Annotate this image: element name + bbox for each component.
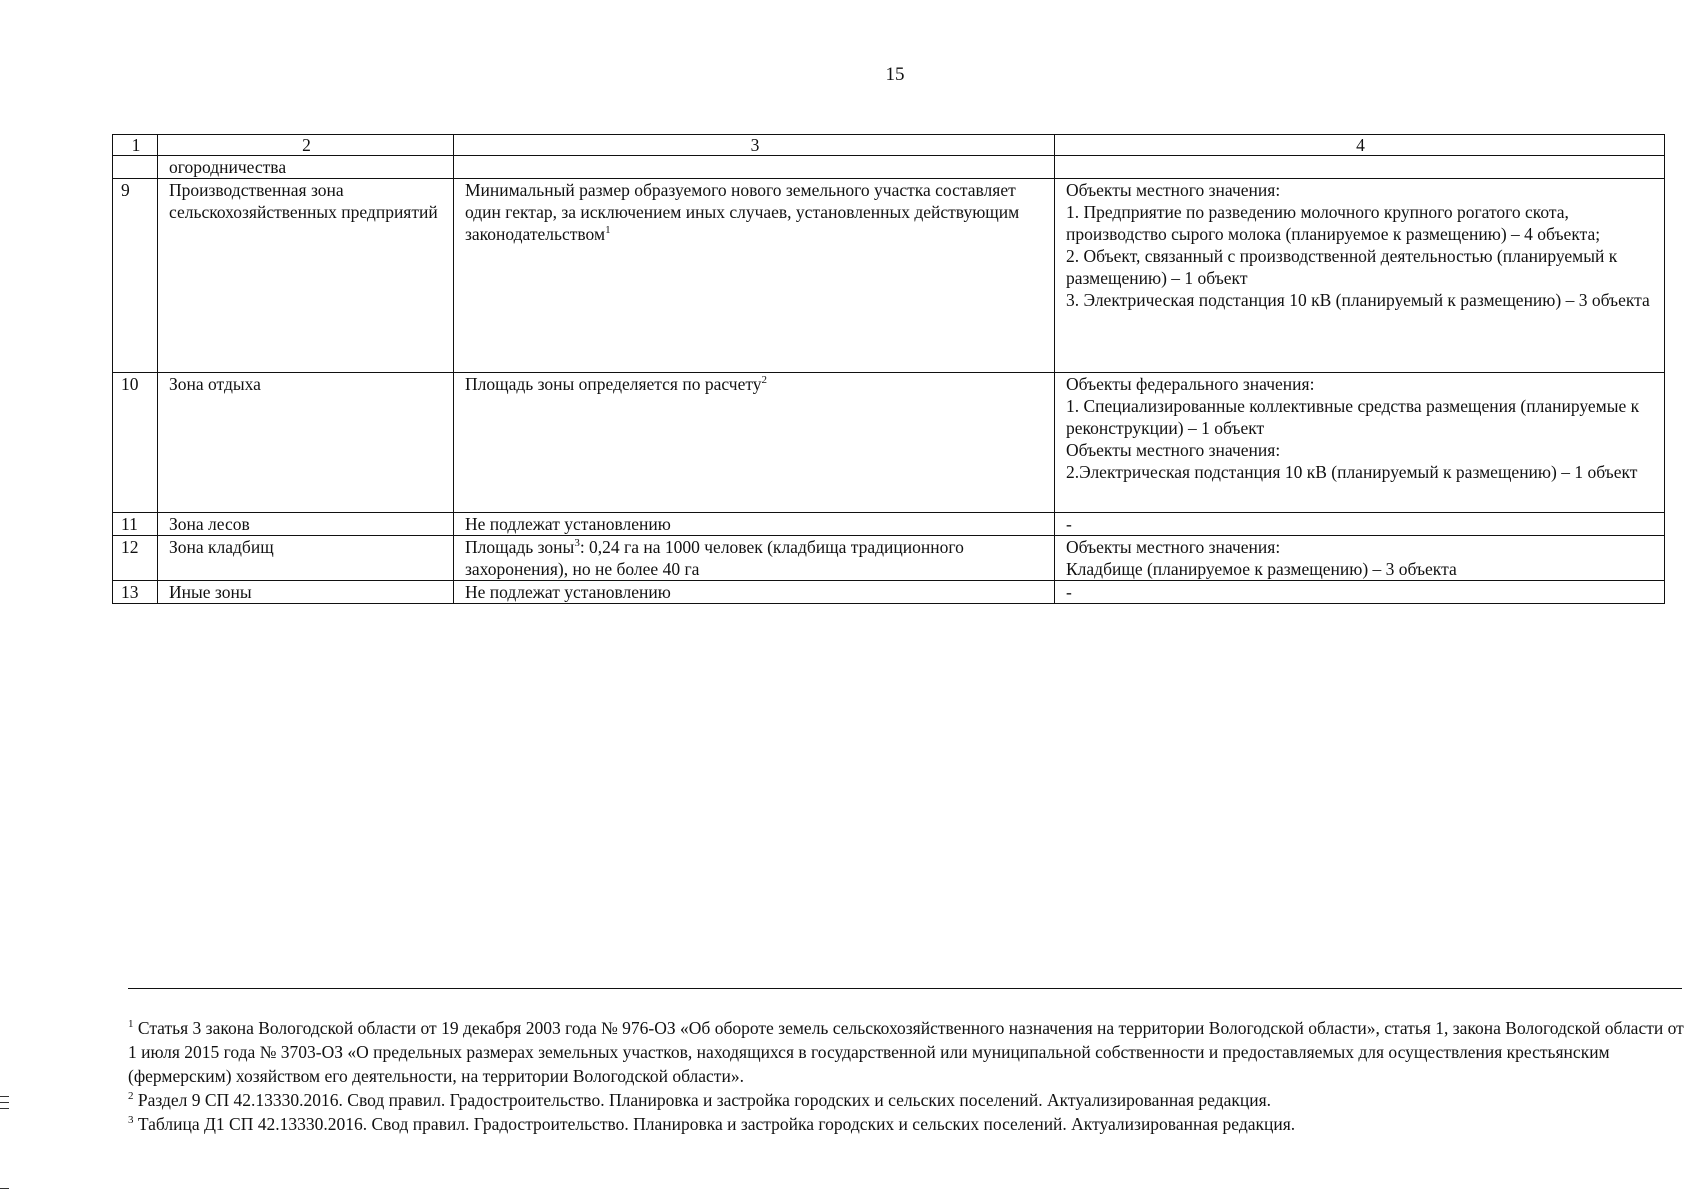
objects-line: 1. Специализированные коллективные средства размещения (планируемые к реконструкции) – 1 объект bbox=[1066, 396, 1640, 438]
footnotes bbox=[128, 1016, 1688, 1136]
parameters-lead: Площадь зоны bbox=[465, 537, 575, 557]
objects-line: 1. Предприятие по разведению молочного крупного рогатого скота, производство сырого молока (планируемое к размещению) – 4 объекта; bbox=[1066, 202, 1601, 244]
header-col-1: 1 bbox=[113, 135, 158, 156]
zone-parameters bbox=[454, 536, 1055, 581]
footnote-3 bbox=[128, 1112, 1688, 1136]
zone-name: Зона лесов bbox=[158, 513, 454, 536]
zone-parameters bbox=[454, 179, 1055, 373]
scan-margin-mark bbox=[0, 1096, 9, 1097]
footnote-ref: 3 bbox=[574, 537, 580, 550]
objects-line: Кладбище (планируемое к размещению) – 3 объекта bbox=[1066, 559, 1457, 579]
objects-line: 2. Объект, связанный с производственной деятельностью (планируемый к размещению) – 1 объект bbox=[1066, 246, 1618, 288]
scan-margin-mark bbox=[0, 1102, 9, 1103]
row-number: 13 bbox=[113, 581, 158, 604]
table-header-row bbox=[113, 135, 1665, 156]
zone-objects bbox=[1055, 156, 1665, 179]
objects-line: - bbox=[1066, 514, 1072, 534]
footnote-mark: 1 bbox=[128, 1018, 134, 1031]
zone-objects bbox=[1055, 373, 1665, 513]
zone-name: Зона кладбищ bbox=[158, 536, 454, 581]
parameters-text: Минимальный размер образуемого нового земельного участка составляет один гектар, за исключением иных случаев, установленных действующим законодательством bbox=[465, 180, 1020, 244]
zone-parameters: Не подлежат установлению bbox=[454, 513, 1055, 536]
footnote-ref: 1 bbox=[605, 224, 611, 237]
footnote-1 bbox=[128, 1016, 1688, 1088]
header-col-3: 3 bbox=[454, 135, 1055, 156]
zone-parameters: Не подлежат установлению bbox=[454, 581, 1055, 604]
objects-line: Объекты местного значения: bbox=[1066, 440, 1281, 460]
row-number: 12 bbox=[113, 536, 158, 581]
table-row bbox=[113, 179, 1665, 373]
objects-line: 2.Электрическая подстанция 10 кВ (планируемый к размещению) – 1 объект bbox=[1066, 462, 1638, 482]
zone-objects bbox=[1055, 581, 1665, 604]
footnote-mark: 3 bbox=[128, 1114, 134, 1127]
row-number bbox=[113, 156, 158, 179]
row-number: 10 bbox=[113, 373, 158, 513]
footnote-separator bbox=[128, 988, 1682, 989]
parameters-text: : 0,24 га на 1000 человек (кладбища традиционного захоронения), но не более 40 га bbox=[465, 537, 964, 579]
footnote-text: Таблица Д1 СП 42.13330.2016. Свод правил. Градостроительство. Планировка и застройка городских и сельских поселений. Актуализированная редакция. bbox=[133, 1114, 1296, 1134]
row-number: 11 bbox=[113, 513, 158, 536]
footnote-mark: 2 bbox=[128, 1090, 134, 1103]
parameters-text: Площадь зоны определяется по расчету bbox=[465, 374, 762, 394]
row-number: 9 bbox=[113, 179, 158, 373]
scan-margin-mark bbox=[0, 1108, 9, 1109]
scan-margin-mark bbox=[0, 1188, 9, 1189]
zone-name: Иные зоны bbox=[158, 581, 454, 604]
zone-parameters bbox=[454, 156, 1055, 179]
table-row bbox=[113, 373, 1665, 513]
objects-line: Объекты местного значения: bbox=[1066, 537, 1281, 557]
table-row bbox=[113, 536, 1665, 581]
zone-parameters bbox=[454, 373, 1055, 513]
objects-line: 3. Электрическая подстанция 10 кВ (планируемый к размещению) – 3 объекта bbox=[1066, 290, 1650, 310]
page-number: 15 bbox=[885, 64, 905, 85]
footnote-text: Статья 3 закона Вологодской области от 19 декабря 2003 года № 976-ОЗ «Об обороте земель сельскохозяйственного назначения на территории Вологодской области», статья 1, закона Вологодской области от 1 июля 2015 года № 3703-ОЗ «О предельных размерах земельных участков, находящихся в государственной или муниципальной собственности и предоставляемых для осуществления крестьянским (фермерским) хозяйством его деятельности, на территории Вологодской области». bbox=[128, 1018, 1684, 1086]
zones-table bbox=[112, 134, 1665, 604]
objects-line: Объекты федерального значения: bbox=[1066, 374, 1315, 394]
zone-objects bbox=[1055, 179, 1665, 373]
header-col-2: 2 bbox=[158, 135, 454, 156]
zone-name: огородничества bbox=[158, 156, 454, 179]
zone-name: Зона отдыха bbox=[158, 373, 454, 513]
table-row bbox=[113, 581, 1665, 604]
table-row bbox=[113, 513, 1665, 536]
objects-line: Объекты местного значения: bbox=[1066, 180, 1281, 200]
zone-objects bbox=[1055, 513, 1665, 536]
footnote-ref: 2 bbox=[761, 374, 768, 387]
zone-objects bbox=[1055, 536, 1665, 581]
footnote-2 bbox=[128, 1088, 1688, 1112]
table-row bbox=[113, 156, 1665, 179]
zone-name: Производственная зона сельскохозяйственных предприятий bbox=[158, 179, 454, 373]
header-col-4: 4 bbox=[1055, 135, 1665, 156]
objects-line: - bbox=[1066, 582, 1072, 602]
footnote-text: Раздел 9 СП 42.13330.2016. Свод правил. Градостроительство. Планировка и застройка городских и сельских поселений. Актуализированная редакция. bbox=[133, 1090, 1271, 1110]
